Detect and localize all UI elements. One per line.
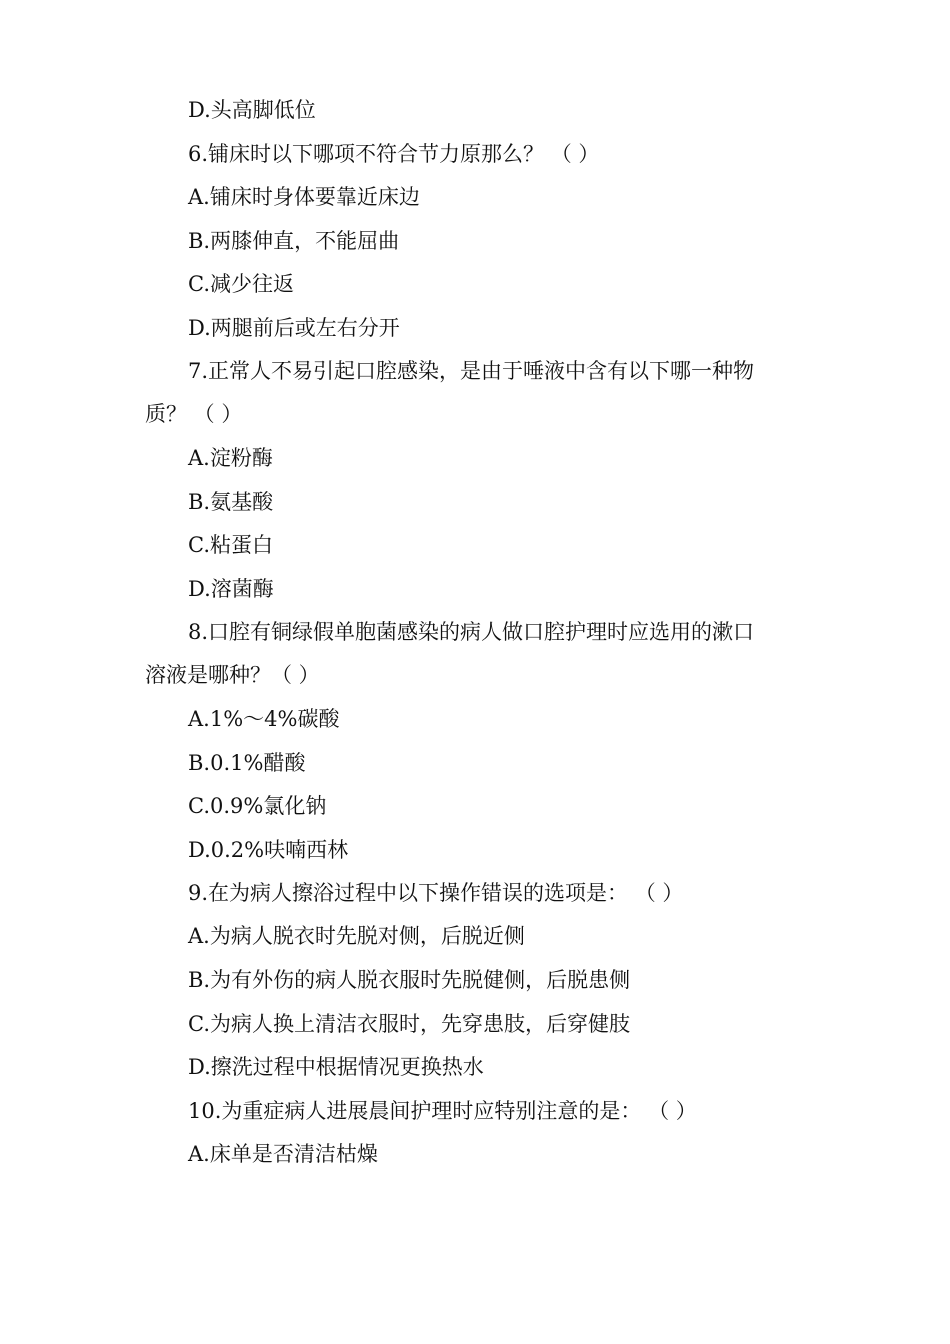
option-10a: A.床单是否清洁枯燥 bbox=[188, 1142, 378, 1166]
question-10: 10.为重症病人进展晨间护理时应特别注意的是： （ ） bbox=[188, 1099, 697, 1123]
option-9b: B.为有外伤的病人脱衣服时先脱健侧，后脱患侧 bbox=[188, 968, 631, 992]
question-8-cont: 溶液是哪种？（ ） bbox=[145, 663, 320, 687]
option-6c: C.减少往返 bbox=[188, 272, 294, 296]
option-8c: C.0.9%氯化钠 bbox=[188, 794, 327, 818]
question-7-cont: 质？ （ ） bbox=[145, 402, 243, 426]
question-7: 7.正常人不易引起口腔感染，是由于唾液中含有以下哪一种物 bbox=[188, 359, 755, 383]
question-8: 8.口腔有铜绿假单胞菌感染的病人做口腔护理时应选用的漱口 bbox=[188, 620, 755, 644]
option-8a: A.1%～4%碳酸 bbox=[188, 707, 340, 731]
option-7c: C.粘蛋白 bbox=[188, 533, 273, 557]
option-5d: D.头高脚低位 bbox=[188, 98, 316, 122]
option-7b: B.氨基酸 bbox=[188, 490, 274, 514]
option-7a: A.淀粉酶 bbox=[188, 446, 273, 470]
option-6d: D.两腿前后或左右分开 bbox=[188, 316, 400, 340]
question-6: 6.铺床时以下哪项不符合节力原那么？ （ ） bbox=[188, 142, 600, 166]
question-9: 9.在为病人擦浴过程中以下操作错误的选项是： （ ） bbox=[188, 881, 684, 905]
option-9d: D.擦洗过程中根据情况更换热水 bbox=[188, 1055, 484, 1079]
option-9c: C.为病人换上清洁衣服时，先穿患肢，后穿健肢 bbox=[188, 1012, 630, 1036]
option-8b: B.0.1%醋酸 bbox=[188, 751, 306, 775]
option-7d: D.溶菌酶 bbox=[188, 577, 274, 601]
option-6a: A.铺床时身体要靠近床边 bbox=[188, 185, 420, 209]
option-9a: A.为病人脱衣时先脱对侧，后脱近侧 bbox=[188, 924, 525, 948]
option-8d: D.0.2%呋喃西林 bbox=[188, 838, 349, 862]
option-6b: B.两膝伸直，不能屈曲 bbox=[188, 229, 400, 253]
